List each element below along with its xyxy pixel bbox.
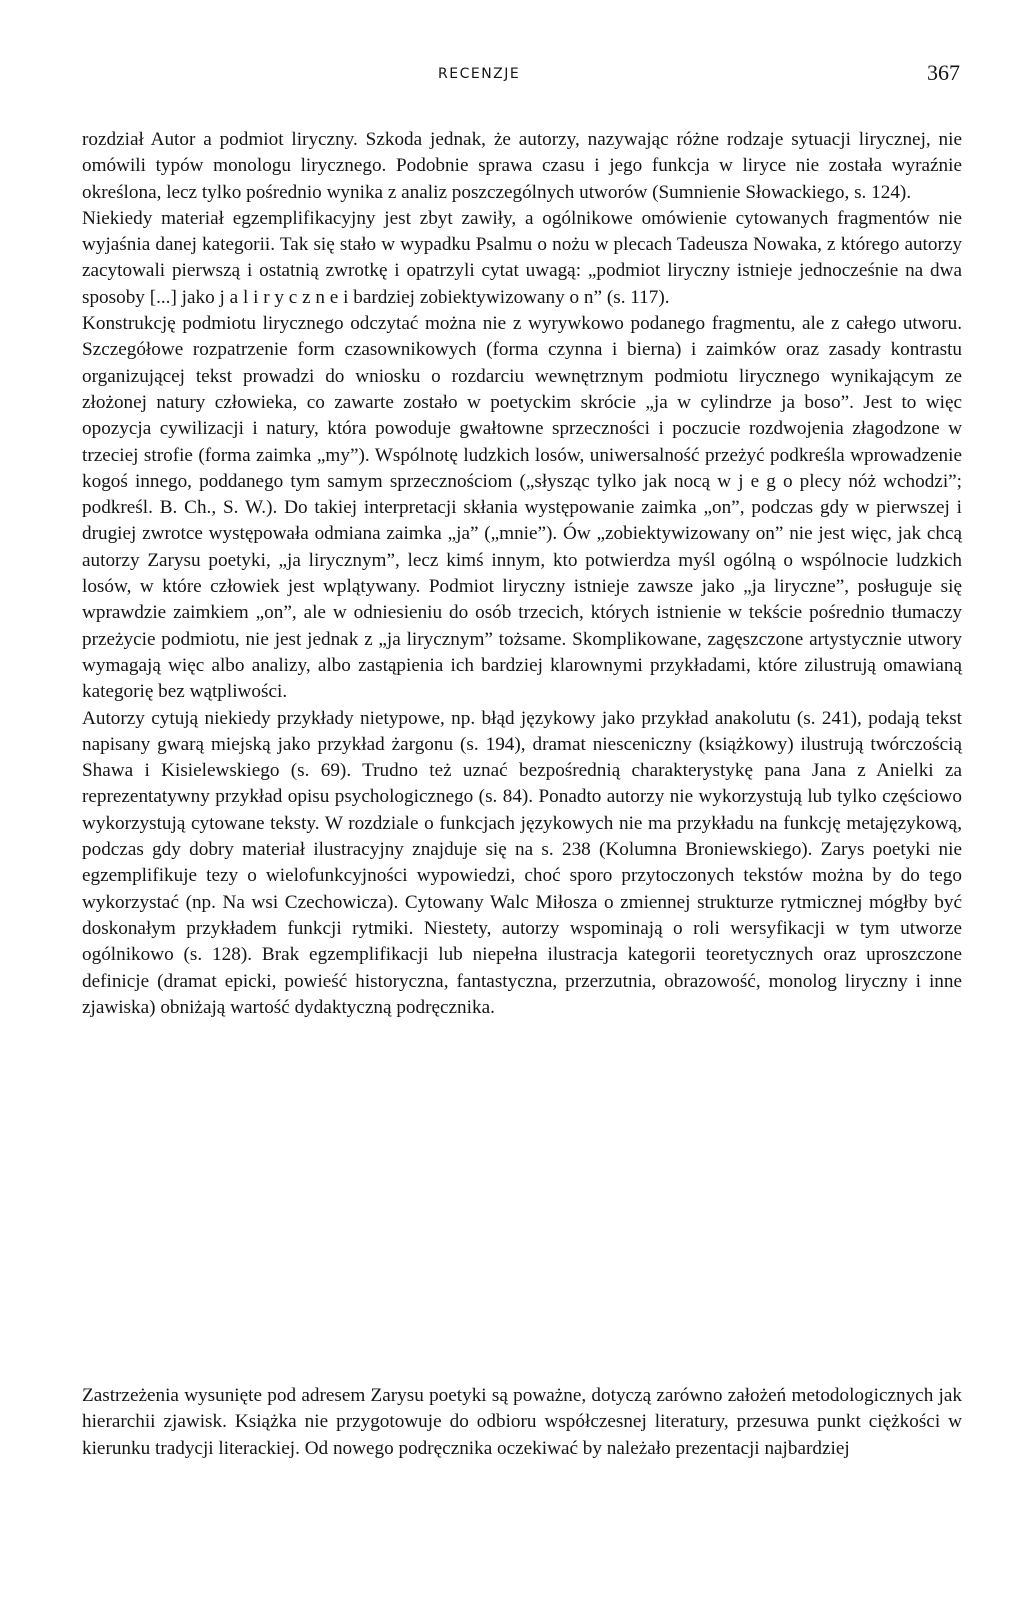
page-header	[0, 60, 1024, 90]
running-head: RECENZJE	[438, 66, 521, 82]
paragraph-4: Autorzy cytują niekiedy przykłady nietypowe, np. błąd językowy jako przykład anakolutu (s. 241), podają tekst napisany gwarą miejską jako przykład żargonu (s. 194), dramat niesceniczny (książkowy) ilustrują twórczością Shawa i Kisielewskiego (s. 69). Trudno też uznać bezpośrednią charakterystykę pana Jana z Anielki za reprezentatywny przykład opisu psychologicznego (s. 84). Ponadto autorzy nie wykorzystują lub tylko częściowo wykorzystują cytowane teksty. W rozdziale o funkcjach językowych nie ma przykładu na funkcję metajęzykową, podczas gdy dobry materiał ilustracyjny znajduje się na s. 238 (Kolumna Broniewskiego). Zarys poetyki nie egzemplifikuje tezy o wielofunkcyjności wypowiedzi, choć sporo przytoczonych tekstów można by do tego wykorzystać (np. Na wsi Czechowicza). Cytowany Walc Miłosza o zmiennej strukturze rytmicznej mógłby być doskonałym przykładem funkcji rytmiki. Niestety, autorzy wspominają o roli wersyfikacji w tym utworze ogólnikowo (s. 128). Brak egzemplifikacji lub niepełna ilustracja kategorii teoretycznych oraz uproszczone definicje (dramat epicki, powieść historyczna, fantastyczna, przerzutnia, obrazowość, monolog liryczny i inne zjawiska) obniżają wartość dydaktyczną podręcznika.	[82, 707, 962, 1018]
page-number: 367	[927, 60, 960, 85]
paragraph-1: rozdział Autor a podmiot liryczny. Szkoda jednak, że autorzy, nazywając różne rodzaje sytuacji lirycznej, nie omówili typów monologu lirycznego. Podobnie sprawa czasu i jego funkcja w liryce nie została wyraźnie określona, lecz tylko pośrednio wynika z analiz poszczególnych utworów (Sumnienie Słowackiego, s. 124).	[82, 129, 962, 203]
paragraph-3: Konstrukcję podmiotu lirycznego odczytać można nie z wyrywkowo podanego fragmentu, ale z całego utworu. Szczegółowe rozpatrzenie form czasownikowych (forma czynna i bierna) i zaimków oraz zasady kontrastu organizującej tekst prowadzi do wniosku o rozdarciu wewnętrznym podmiotu lirycznego wynikającym ze złożonej natury człowieka, co zawarte zostało w poetyckim skrócie „ja w cylindrze ja boso”. Jest to więc opozycja cywilizacji i natury, która powoduje gwałtowne sprzeczności i poczucie rozdwojenia złagodzone w trzeciej strofie (forma zaimka „my”). Wspólnotę ludzkich losów, uniwersalność przeżyć podkreśla wprowadzenie kogoś innego, poddanego tym samym sprzecznościom („słysząc tylko jak nocą w j e g o plecy nóż wchodzi”; podkreśl. B. Ch., S. W.). Do takiej interpretacji skłania występowanie zaimka „on”, podczas gdy w pierwszej i drugiej zwrotce występowała odmiana zaimka „ja” („mnie”). Ów „zobiektywizowany on” nie jest więc, jak chcą autorzy Zarysu poetyki, „ja lirycznym”, lecz kimś innym, kto potwierdza myśl ogólną o wspólnocie ludzkich losów, w które człowiek jest wplątywany. Podmiot liryczny istnieje zawsze jako „ja liryczne”, posługuje się wprawdzie zaimkiem „on”, ale w odniesieniu do osób trzecich, których istnienie w tekście pośrednio tłumaczy przeżycie podmiotu, nie jest jednak z „ja lirycznym” tożsame. Skomplikowane, zagęszczone artystycznie utwory wymagają więc albo analizy, albo zastąpienia ich bardziej klarownymi przykładami, które zilustrują omawianą kategorię bez wątpliwości.	[82, 313, 962, 703]
closing-section	[82, 1383, 962, 1462]
closing-paragraph: Zastrzeżenia wysunięte pod adresem Zarysu poetyki są poważne, dotyczą zarówno założeń metodologicznych jak hierarchii zjawisk. Książka nie przygotowuje do odbioru współczesnej literatury, przesuwa punkt ciężkości w kierunku tradycji literackiej. Od nowego podręcznika oczekiwać by należało prezentacji najbardziej	[82, 1385, 962, 1459]
body-text	[82, 127, 962, 1021]
paragraph-2: Niekiedy materiał egzemplifikacyjny jest zbyt zawiły, a ogólnikowe omówienie cytowanych fragmentów nie wyjaśnia danej kategorii. Tak się stało w wypadku Psalmu o nożu w plecach Tadeusza Nowaka, z którego autorzy zacytowali pierwszą i ostatnią zwrotkę i opatrzyli cytat uwagą: „podmiot liryczny istnieje jednocześnie na dwa sposoby [...] jako j a l i r y c z n e i bardziej zobiektywizowany o n” (s. 117).	[82, 207, 962, 308]
